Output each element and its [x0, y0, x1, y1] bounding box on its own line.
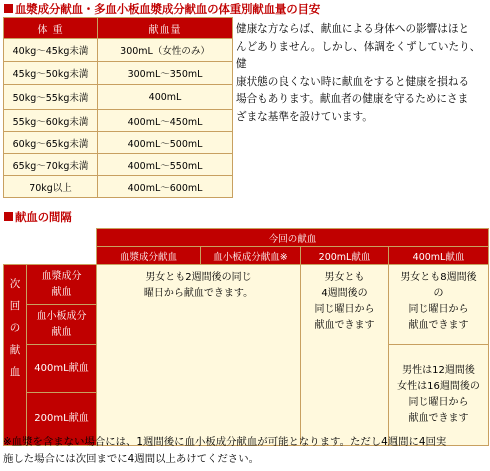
intro-line: ざまな基準を設けています。: [236, 110, 373, 123]
weight-cell: 70kg以上: [4, 176, 98, 198]
intro-paragraph: [236, 21, 488, 127]
col-header-400ml: 400mL献血: [389, 247, 489, 265]
footnote-line: 施した場合には次回までに4週間以上あけてください。: [3, 453, 259, 465]
footnote: [3, 434, 490, 468]
col-header-plasma: 血漿成分献血: [97, 247, 201, 265]
section1-title: 血漿成分献血・多血小板血漿成分献血の体重別献血量の目安: [15, 2, 321, 16]
volume-cell: 300mL（女性のみ）: [98, 39, 233, 62]
table-row: [4, 132, 233, 154]
table-row: [4, 176, 233, 198]
intro-line: んどありません。しかし、体調をくずしていたり、健: [236, 40, 481, 71]
square-bullet-icon: [4, 212, 13, 221]
table-row: [4, 85, 233, 110]
table-row: [4, 154, 233, 176]
volume-cell: 400mL: [98, 85, 233, 110]
volume-cell: 400mL～600mL: [98, 176, 233, 198]
footnote-line: ※血漿を含まない場合には、1週間後に血小板成分献血が可能となります。ただし4週間に4回実: [3, 436, 447, 448]
header-weight: 体 重: [4, 18, 98, 39]
current-donation-header: 今回の献血: [97, 229, 489, 247]
intro-line: 健康な方ならば、献血による身体への影響はほと: [236, 23, 470, 35]
row-label-plasma: 血漿成分 献血: [27, 265, 97, 305]
weight-cell: 65kg～70kg未満: [4, 154, 98, 176]
volume-cell: 400mL～450mL: [98, 110, 233, 132]
row-label-200ml: 200mL献血: [27, 393, 97, 446]
row-label-platelet: 血小板成分 献血: [27, 305, 97, 345]
table-row: [4, 62, 233, 85]
donation-interval-table: [3, 228, 489, 446]
volume-cell: 400mL～500mL: [98, 132, 233, 154]
interval-200ml-cell: 男女とも 4週間後の 同じ曜日から 献血できます: [301, 265, 389, 446]
weight-volume-table: [3, 17, 233, 198]
interval-400ml-top-cell: 男女とも8週間後 の 同じ曜日から 献血できます: [389, 265, 489, 345]
weight-cell: 55kg～60kg未満: [4, 110, 98, 132]
square-bullet-icon: [4, 4, 13, 13]
weight-cell: 60kg～65kg未満: [4, 132, 98, 154]
table-row: [4, 39, 233, 62]
weight-cell: 40kg～45kg未満: [4, 39, 98, 62]
corner-blank: [4, 229, 97, 265]
section1-heading: [4, 1, 320, 17]
col-header-platelet: 血小板成分献血※: [201, 247, 301, 265]
header-volume: 献血量: [98, 18, 233, 39]
row-label-400ml: 400mL献血: [27, 345, 97, 393]
intro-line: 場合もあります。献血者の健康を守るためにさま: [236, 93, 469, 106]
next-donation-side-label: 次 回 の 献 血: [4, 265, 27, 446]
col-header-200ml: 200mL献血: [301, 247, 389, 265]
weight-cell: 50kg～55kg未満: [4, 85, 98, 110]
section2-title: 献血の間隔: [15, 210, 72, 224]
table-row: [4, 110, 233, 132]
weight-cell: 45kg～50kg未満: [4, 62, 98, 85]
volume-cell: 400mL～550mL: [98, 154, 233, 176]
section2-heading: [4, 209, 72, 225]
table-header-row: [4, 18, 233, 39]
volume-cell: 300mL～350mL: [98, 62, 233, 85]
interval-400ml-bottom-cell: 男性は12週間後 女性は16週間後の 同じ曜日から 献血できます: [389, 345, 489, 446]
intro-line: 康状態の良くない時に献血をすると健康を損ねる: [236, 75, 470, 88]
component-interval-cell: 男女とも2週間後の同じ 曜日から献血できます。: [97, 265, 301, 446]
